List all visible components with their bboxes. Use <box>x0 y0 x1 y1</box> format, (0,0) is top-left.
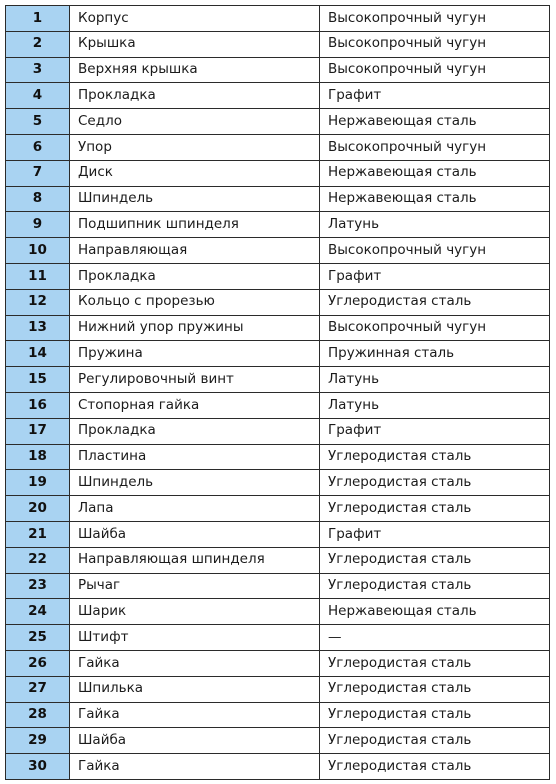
material-cell: Углеродистая сталь <box>320 444 550 470</box>
part-name-cell: Шайба <box>70 728 320 754</box>
part-name-cell: Прокладка <box>70 263 320 289</box>
table-row <box>6 212 550 238</box>
parts-table-body <box>6 6 550 780</box>
table-row <box>6 444 550 470</box>
table-row <box>6 547 550 573</box>
part-name-cell: Направляющая шпинделя <box>70 547 320 573</box>
table-row <box>6 702 550 728</box>
part-number-cell: 10 <box>6 238 70 264</box>
material-cell: Углеродистая сталь <box>320 650 550 676</box>
part-name-cell: Подшипник шпинделя <box>70 212 320 238</box>
part-number-cell: 28 <box>6 702 70 728</box>
part-number-cell: 3 <box>6 57 70 83</box>
part-name-cell: Регулировочный винт <box>70 367 320 393</box>
part-name-cell: Корпус <box>70 6 320 32</box>
part-number-cell: 11 <box>6 263 70 289</box>
part-name-cell: Стопорная гайка <box>70 392 320 418</box>
material-cell: Латунь <box>320 367 550 393</box>
part-name-cell: Пластина <box>70 444 320 470</box>
table-row <box>6 289 550 315</box>
table-row <box>6 109 550 135</box>
material-cell: Углеродистая сталь <box>320 496 550 522</box>
part-number-cell: 5 <box>6 109 70 135</box>
material-cell: Графит <box>320 83 550 109</box>
table-row <box>6 367 550 393</box>
part-number-cell: 21 <box>6 521 70 547</box>
part-name-cell: Гайка <box>70 754 320 780</box>
part-name-cell: Гайка <box>70 650 320 676</box>
material-cell: Углеродистая сталь <box>320 728 550 754</box>
material-cell: Графит <box>320 263 550 289</box>
part-number-cell: 15 <box>6 367 70 393</box>
material-cell: Углеродистая сталь <box>320 676 550 702</box>
part-name-cell: Шпилька <box>70 676 320 702</box>
table-row <box>6 341 550 367</box>
table-row <box>6 160 550 186</box>
material-cell: Углеродистая сталь <box>320 289 550 315</box>
part-number-cell: 20 <box>6 496 70 522</box>
part-name-cell: Крышка <box>70 31 320 57</box>
table-row <box>6 238 550 264</box>
table-row <box>6 599 550 625</box>
part-name-cell: Шпиндель <box>70 470 320 496</box>
material-cell: Нержавеющая сталь <box>320 109 550 135</box>
part-number-cell: 2 <box>6 31 70 57</box>
part-name-cell: Рычаг <box>70 573 320 599</box>
material-cell: Высокопрочный чугун <box>320 6 550 32</box>
part-number-cell: 12 <box>6 289 70 315</box>
part-name-cell: Диск <box>70 160 320 186</box>
table-row <box>6 134 550 160</box>
material-cell: Углеродистая сталь <box>320 547 550 573</box>
part-number-cell: 9 <box>6 212 70 238</box>
part-number-cell: 26 <box>6 650 70 676</box>
material-cell: Нержавеющая сталь <box>320 160 550 186</box>
table-row <box>6 57 550 83</box>
material-cell: Графит <box>320 521 550 547</box>
table-row <box>6 83 550 109</box>
part-name-cell: Штифт <box>70 625 320 651</box>
material-cell: Высокопрочный чугун <box>320 238 550 264</box>
material-cell: Латунь <box>320 392 550 418</box>
table-row <box>6 521 550 547</box>
material-cell: Пружинная сталь <box>320 341 550 367</box>
part-number-cell: 19 <box>6 470 70 496</box>
part-number-cell: 8 <box>6 186 70 212</box>
material-cell: Графит <box>320 418 550 444</box>
material-cell: Высокопрочный чугун <box>320 315 550 341</box>
table-row <box>6 315 550 341</box>
part-name-cell: Лапа <box>70 496 320 522</box>
part-number-cell: 13 <box>6 315 70 341</box>
table-row <box>6 754 550 780</box>
part-number-cell: 16 <box>6 392 70 418</box>
part-name-cell: Направляющая <box>70 238 320 264</box>
material-cell: Углеродистая сталь <box>320 573 550 599</box>
table-row <box>6 263 550 289</box>
parts-materials-table <box>5 5 550 780</box>
part-name-cell: Пружина <box>70 341 320 367</box>
part-number-cell: 18 <box>6 444 70 470</box>
material-cell: Латунь <box>320 212 550 238</box>
material-cell: Нержавеющая сталь <box>320 186 550 212</box>
part-name-cell: Прокладка <box>70 418 320 444</box>
table-row <box>6 6 550 32</box>
part-number-cell: 25 <box>6 625 70 651</box>
material-cell: Углеродистая сталь <box>320 702 550 728</box>
part-name-cell: Шайба <box>70 521 320 547</box>
table-row <box>6 470 550 496</box>
table-row <box>6 650 550 676</box>
part-number-cell: 22 <box>6 547 70 573</box>
part-number-cell: 7 <box>6 160 70 186</box>
part-number-cell: 30 <box>6 754 70 780</box>
table-row <box>6 31 550 57</box>
part-name-cell: Верхняя крышка <box>70 57 320 83</box>
part-number-cell: 4 <box>6 83 70 109</box>
table-row <box>6 496 550 522</box>
part-number-cell: 24 <box>6 599 70 625</box>
part-name-cell: Гайка <box>70 702 320 728</box>
table-row <box>6 728 550 754</box>
table-row <box>6 676 550 702</box>
material-cell: Углеродистая сталь <box>320 470 550 496</box>
material-cell: Углеродистая сталь <box>320 754 550 780</box>
part-number-cell: 6 <box>6 134 70 160</box>
part-number-cell: 23 <box>6 573 70 599</box>
part-number-cell: 14 <box>6 341 70 367</box>
part-name-cell: Упор <box>70 134 320 160</box>
part-number-cell: 17 <box>6 418 70 444</box>
part-name-cell: Шпиндель <box>70 186 320 212</box>
part-name-cell: Прокладка <box>70 83 320 109</box>
material-cell: Высокопрочный чугун <box>320 31 550 57</box>
part-name-cell: Шарик <box>70 599 320 625</box>
part-number-cell: 1 <box>6 6 70 32</box>
table-row <box>6 418 550 444</box>
material-cell: Нержавеющая сталь <box>320 599 550 625</box>
part-number-cell: 29 <box>6 728 70 754</box>
table-row <box>6 625 550 651</box>
part-name-cell: Седло <box>70 109 320 135</box>
table-row <box>6 573 550 599</box>
table-row <box>6 186 550 212</box>
material-cell: — <box>320 625 550 651</box>
part-number-cell: 27 <box>6 676 70 702</box>
material-cell: Высокопрочный чугун <box>320 134 550 160</box>
table-row <box>6 392 550 418</box>
material-cell: Высокопрочный чугун <box>320 57 550 83</box>
part-name-cell: Нижний упор пружины <box>70 315 320 341</box>
part-name-cell: Кольцо с прорезью <box>70 289 320 315</box>
